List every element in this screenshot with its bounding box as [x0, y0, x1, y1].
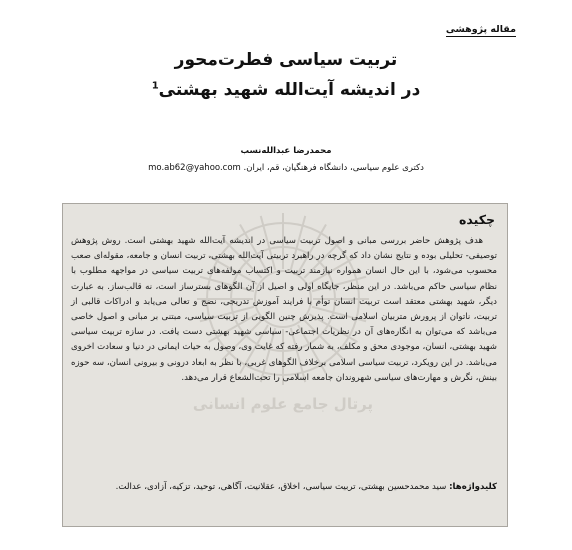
paper-title-line2: [0, 80, 572, 100]
title-footnote-marker: 1: [151, 80, 159, 92]
author-name: محمدرضا عبدالله‌نسب: [240, 146, 332, 156]
section-label: مقاله پژوهشی: [445, 24, 516, 35]
keywords-list: سید محمدحسین بهشتی، تربیت سیاسی، اخلاق، عقلانیت، آگاهی، توحید، تزکیه، آزادی، عدالت.: [115, 482, 447, 492]
abstract-body: هدف پژوهش حاضر بررسی مبانی و اصول تربیت سیاسی در اندیشه آیت‌الله شهید بهشتی است. روش پژوهش توصیفی- تحلیلی بوده و نتایج نشان داد که گرچه در راهبرد تربیتی آیت‌الله بهشتی، تربیت انسان و جامعه، مقوله‌ای صعب محسوب می‌شود، با این حال انسان همواره نیازمند تربیت و اکتساب مولفه‌های تربیت سیاسی در مواجهه مطلوب با نظام سیاسی حاکم می‌باشد. در این منظر، جایگاه اولی و اصیل از آن الگوهای بسترساز است، نه قالب‌ساز. به عبارت دیگر، شهید بهشتی معتقد است تربیت انسان توأم با فرایند آموزش تدریجی، نضج و تعالی می‌یابد و ادراکات قالبی از تربیت، ناتوان از پرورش متربیان اسلامی است. پذیرش چنین الگویی از تربیت سیاسی، مبتنی بر مبانی و اصول خاصی می‌باشد که می‌توان به انگاره‌های آن در نظریات اجتماعی- سیاسی شهید بهشتی دست یافت. در سازه تربیت سیاسی شهید بهشتی، انسان، موجودی محق و مکلف، به شمار رفته که غایت وی، وصول به حیات ایمانی در دنیا و سعادت اخروی می‌باشد. در این رویکرد، تربیت سیاسی اسلامی برخلاف الگوهای غربی، با نظر به ابعاد درونی و بیرونی انسان، سه حوزه بینش، نگرش و مهارت‌های سیاسی شهروندان جامعه اسلامی را تحت‌الشعاع قرار می‌دهد.: [71, 236, 497, 383]
abstract-heading: چکیده: [459, 212, 495, 227]
paper-title-line2-text: در اندیشه آیت‌الله شهید بهشتی: [158, 80, 421, 100]
watermark-text: پرتال جامع علوم انسانی: [192, 395, 374, 413]
keywords-label: کلیدواژه‌ها:: [449, 482, 497, 492]
paper-title-line1: تربیت سیاسی فطرت‌محور: [174, 50, 398, 70]
keywords: [71, 479, 497, 495]
author-affiliation: دکتری علوم سیاسی، دانشگاه فرهنگیان، قم، ایران. mo.ab62@yahoo.com: [148, 163, 424, 173]
abstract-box: [62, 203, 508, 527]
